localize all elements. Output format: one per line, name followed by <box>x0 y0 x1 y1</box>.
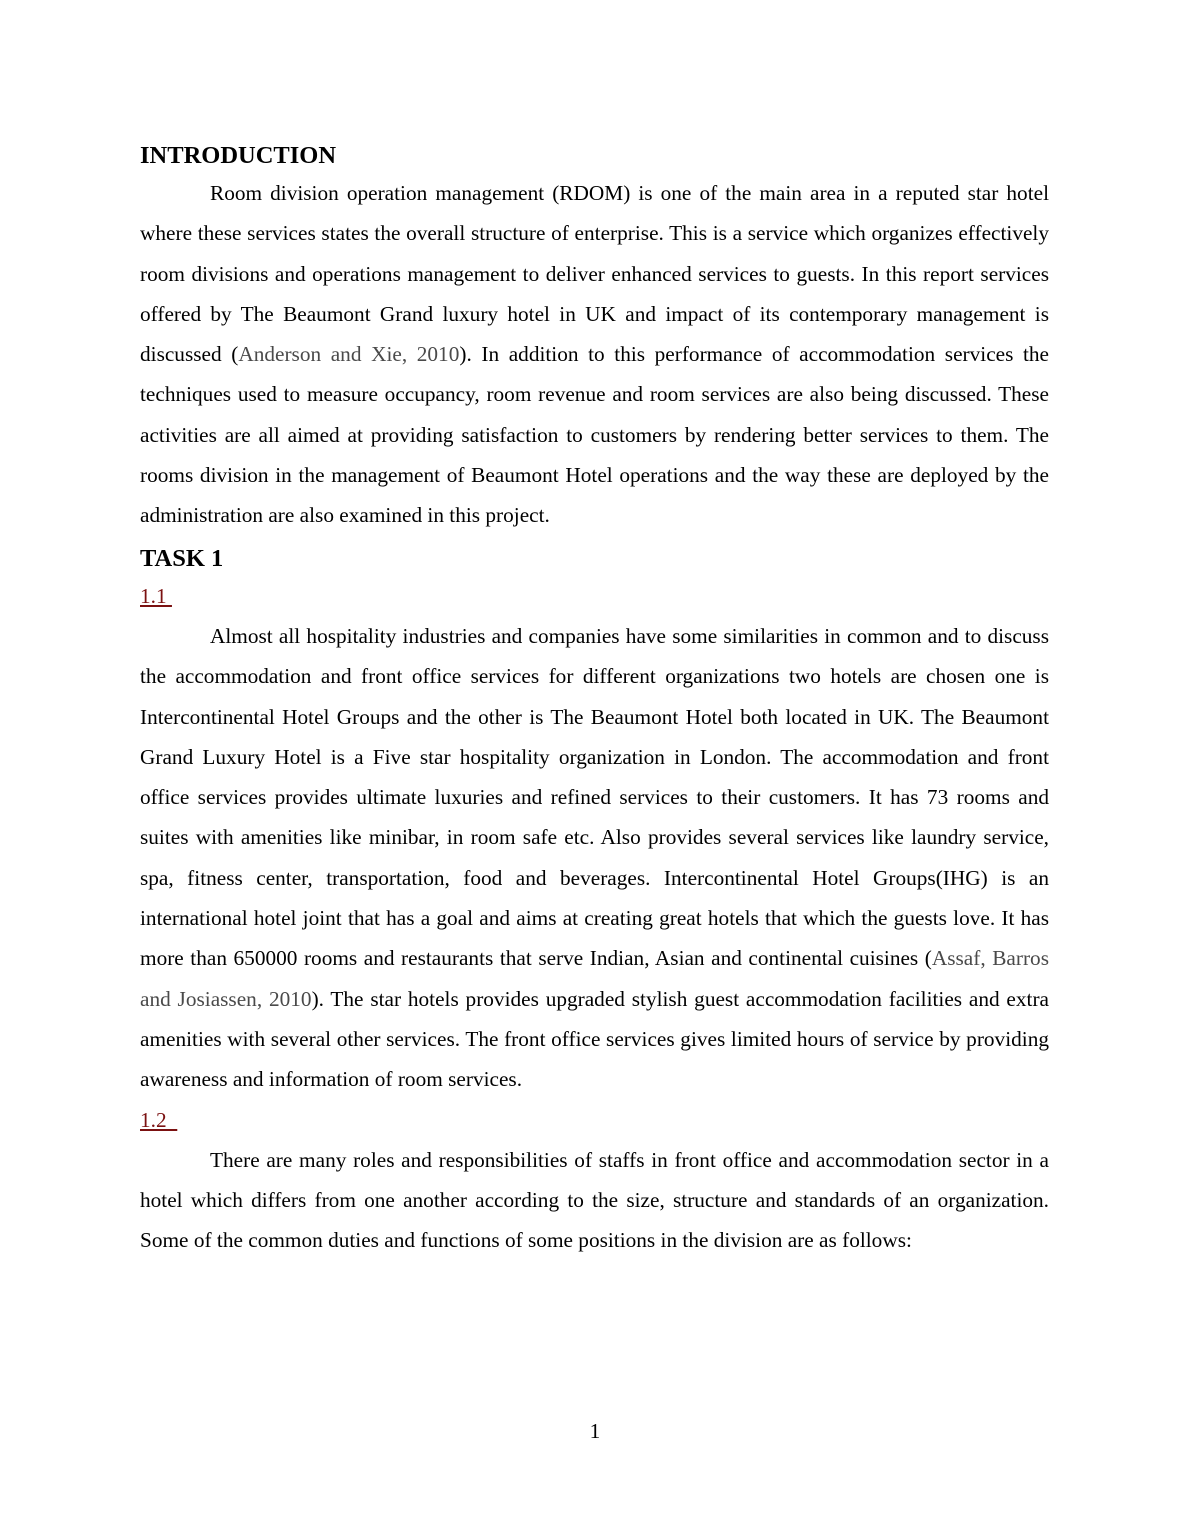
document-body <box>140 139 1049 1261</box>
task-1-heading: TASK 1 <box>140 544 224 572</box>
section-1-1-paragraph <box>140 616 1049 1100</box>
section-1-1-citation: Assaf, Barros and Josiassen, 2010 <box>140 946 1049 1011</box>
section-1-1-text-part-1: Almost all hospitality industries and companies have some similarities in common and to discuss the accommodation and front office services for different organizations two hotels are chosen one is Intercontinental Hotel Groups and the other is The Beaumont Hotel both located in UK. The Beaumont Grand Luxury Hotel is a Five star hospitality organization in London. The accommodation and front office services provides ultimate luxuries and refined services to their customers. It has 73 rooms and suites with amenities like minibar, in room safe etc. Also provides several services like laundry service, spa, fitness center, transportation, food and beverages. Intercontinental Hotel Groups(IHG) is an international hotel joint that has a goal and aims at creating great hotels that which the guests love. It has more than 650000 rooms and restaurants that serve Indian, Asian and continental cuisines ( <box>140 623 1049 971</box>
introduction-paragraph <box>140 173 1049 536</box>
introduction-text-part-2: ). In addition to this performance of accommodation services the techniques used to measure occupancy, room revenue and room services are also being discussed. These activities are all aimed at providing satisfaction to customers by rendering better services to them. The rooms division in the management of Beaumont Hotel operations and the way these are deployed by the administration are also examined in this project. <box>140 342 1049 528</box>
section-1-2-paragraph: There are many roles and responsibilities of staffs in front office and accommodation sector in a hotel which differs from one another according to the size, structure and standards of an organization. Some of the common duties and functions of some positions in the division are as follows: <box>140 1147 1049 1253</box>
introduction-citation: Anderson and Xie, 2010 <box>238 342 460 367</box>
introduction-text-part-1: Room division operation management (RDOM) is one of the main area in a reputed star hotel where these services states the overall structure of enterprise. This is a service which organizes effectively room divisions and operations management to deliver enhanced services to guests. In this report services offered by The Beaumont Grand luxury hotel in UK and impact of its contemporary management is discussed ( <box>140 181 1049 367</box>
section-1-2-link[interactable]: 1.2 <box>140 1107 178 1132</box>
section-1-1-link[interactable]: 1.1 <box>140 583 172 608</box>
page-number: 1 <box>589 1419 601 1443</box>
section-1-1-text-part-2: ). The star hotels provides upgraded stylish guest accommodation facilities and extra amenities with several other services. The front office services gives limited hours of service by providing awareness and information of room services. <box>140 986 1049 1092</box>
introduction-heading: INTRODUCTION <box>140 142 337 169</box>
